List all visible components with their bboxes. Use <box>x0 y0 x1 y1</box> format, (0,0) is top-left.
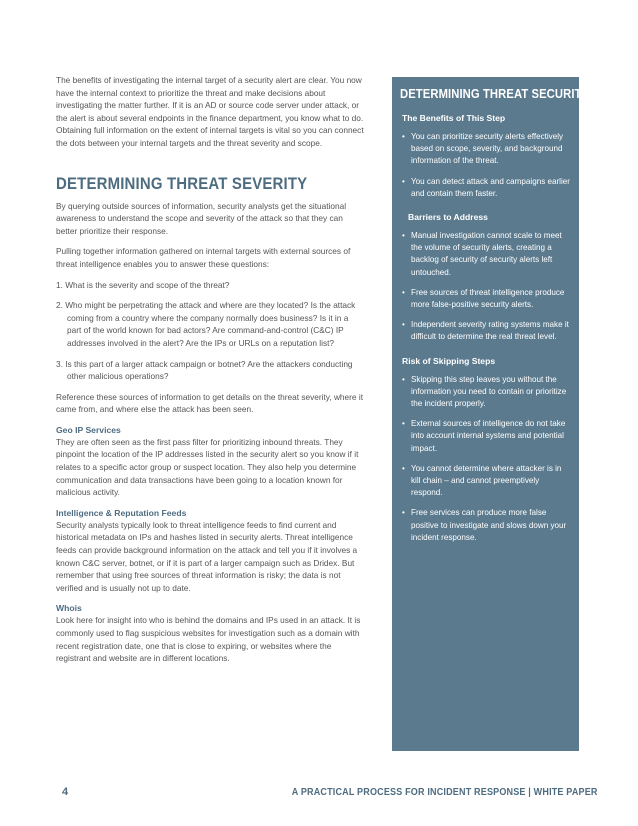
question-1: 1. What is the severity and scope of the threat? <box>56 279 230 290</box>
sidebar-title: DETERMINING THREAT SECURITY <box>400 87 590 101</box>
list-item: • Free sources of threat intelligence produce more false-positive security alerts. <box>402 287 565 310</box>
barriers-list <box>392 230 579 344</box>
paragraph-reference: Reference these sources of information to get details on the threat severity, where it came from, and where else the attack has been seen. <box>56 391 363 415</box>
risk-list <box>392 374 579 544</box>
intel-feeds-text: Security analysts typically look to threat intelligence feeds to find current and historical metadata on IPs and hashes listed in security alerts. Threat intelligence feeds can provide background information on the attack and tell you if it involves a known C&C server, botnet, or if it is part of a larger campaign such as Dridex. But remember that using free sources of threat information is risky; the data is not verified and is usually not up to date. <box>56 519 358 593</box>
list-item: • Free services can produce more false positive to investigate and slows down your incident response. <box>402 508 567 542</box>
barriers-heading: Barriers to Address <box>408 212 488 223</box>
geo-ip-heading: Geo IP Services <box>56 424 121 435</box>
whois-heading: Whois <box>56 603 82 614</box>
list-item: • You cannot determine where attacker is in kill chain – and cannot preemptively respond. <box>402 463 562 498</box>
list-item: • External sources of intelligence do not take into account internal systems and potential impact. <box>402 419 566 453</box>
intro-paragraph: The benefits of investigating the internal target of a security alert are clear. You now have the internal context to prioritize the threat and make decisions about investigating the matter further. If it is an AD or source code server under attack, or the alert is about several endpoints in the finance department, you know what to do. Obtaining full information on the extent of internal targets is vital so you can connect the dots between your internal targets and the threat severity and scope. <box>56 75 364 148</box>
main-column <box>56 74 364 673</box>
sidebar-panel <box>392 77 590 751</box>
section-title: DETERMINING THREAT SEVERITY <box>56 173 308 193</box>
question-2: 2. Who might be perpetrating the attack and where are they located? Is the attack coming from a country where the company normally does business? Is it in a part of the world known for bad actors? Are command-and-control (C&C) IP addresses involved in the alert? Are the IPs or URLs on a reputation list? <box>56 300 356 348</box>
paragraph-querying: By querying outside sources of information, security analysts get the situational awareness to understand the scope and severity of the attack so that they can better prioritize their response. <box>56 200 347 236</box>
question-3: 3. Is this part of a larger attack campaign or botnet? Are the attackers conducting other malicious operations? <box>56 358 353 382</box>
risk-heading: Risk of Skipping Steps <box>402 355 496 366</box>
benefits-heading: The Benefits of This Step <box>402 113 506 123</box>
list-item: • You can prioritize security alerts effectively based on scope, severity, and background information of the threat. <box>402 132 564 166</box>
paragraph-pulling: Pulling together information gathered on internal targets with external sources of threat intelligence enables you to answer these questions: <box>56 246 351 269</box>
list-item: • You can detect attack and campaigns earlier and contain them faster. <box>402 176 570 198</box>
footer-title: A PRACTICAL PROCESS FOR INCIDENT RESPONSE | WHITE PAPER <box>292 786 598 798</box>
geo-ip-text: They are often seen as the first pass filter for prioritizing inbound threats. They pinpoint the location of the IP addresses listed in the security alert so you know if it relates to a specific actor group or suspect location. They also help you determine communication and data transactions have been going to a location known for malicious activity. <box>56 436 359 498</box>
whois-text: Look here for insight into who is behind the domains and IPs used in an attack. It is commonly used to flag suspicious websites for investigation such as a domain with recent registration date, one that is close to expiring, or websites where the registrant and website are in different locations. <box>56 615 361 664</box>
list-item: • Manual investigation cannot scale to meet the volume of security alerts, creating a backlog of security of security alerts left untouched. <box>402 231 562 277</box>
list-item: • Skipping this step leaves you without the information you need to contain or prioritize the incident properly. <box>402 374 567 409</box>
list-item: • Independent severity rating systems make it difficult to determine the real threat level. <box>402 320 569 342</box>
benefits-list <box>392 131 579 200</box>
intel-feeds-heading: Intelligence & Reputation Feeds <box>56 507 187 518</box>
page-number: 4 <box>62 786 69 798</box>
